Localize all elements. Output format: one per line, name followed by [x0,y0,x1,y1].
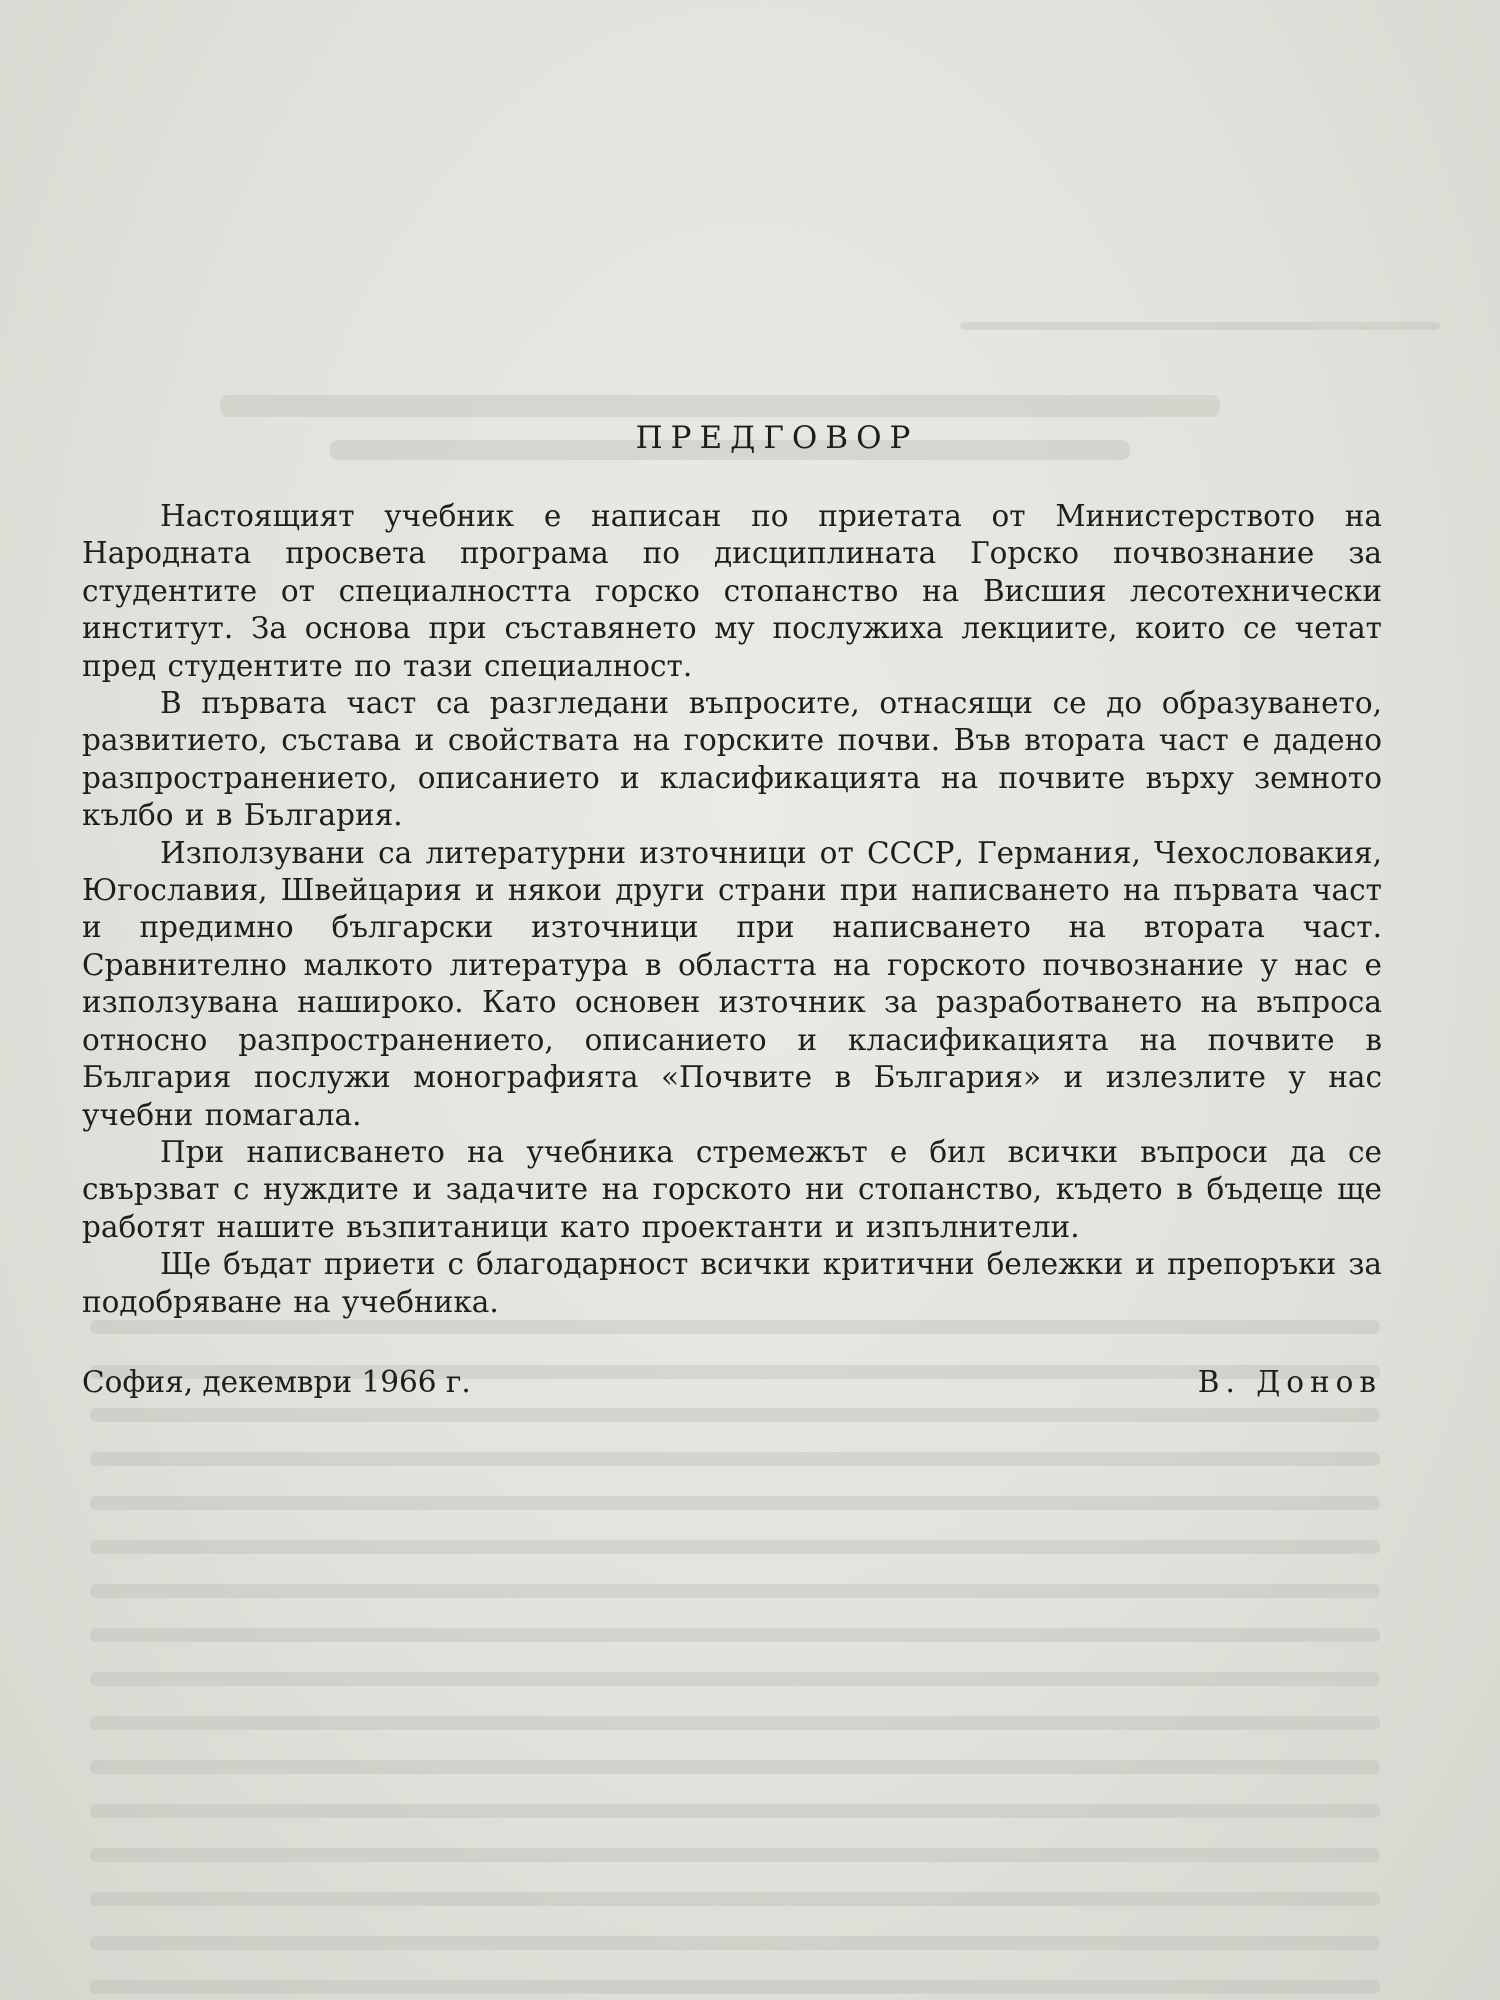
author-name: В. Донов [1197,1364,1382,1399]
paragraph-2: В първата част са разгледани въпросите, отнасящи се до образуването, развитието, състава и свойствата на горските почви. Във втората част е дадено разпространението, описанието и класификацията на почвите върху земното кълбо и в България. [82,686,1382,833]
place-date: София, декември 1966 г. [82,1364,471,1399]
paragraph-5: Ще бъдат приети с благодарност всички критични бележки и препоръки за подобряване на учебника. [82,1247,1382,1319]
preface-content [82,420,1382,1401]
paragraph-4: При написването на учебника стремежът е бил всички въпроси да се свързват с нуждите и задачите на горското ни стопанство, където в бъдеще ще работят нашите възпитаници като проектанти и изпълнители. [82,1134,1382,1244]
paragraph-3: Използувани са литературни източници от СССР, Германия, Чехословакия, Югославия, Швейцария и някои други страни при написването на първата част и предимно български източници при написването на втората част. Сравнително малкото литература в областта на горското почвознание у нас е използувана нашироко. Като основен източник за разработването на въпроса относно разпространението, описанието и класификацията на почвите в България послужи монографията «Почвите в България» и излезлите у нас учебни помагала. [82,835,1382,1132]
page-title: ПРЕДГОВОР [635,420,919,456]
signature-line [82,1363,1382,1401]
paragraph-1: Настоящият учебник е написан по приетата от Министерството на Народната просвета програма по дисциплината Горско почвознание за студентите от специалността горско стопанство на Висшия лесотехнически институт. За основа при съставянето му послужиха лекциите, които се четат пред студентите по тази специалност. [82,499,1382,683]
